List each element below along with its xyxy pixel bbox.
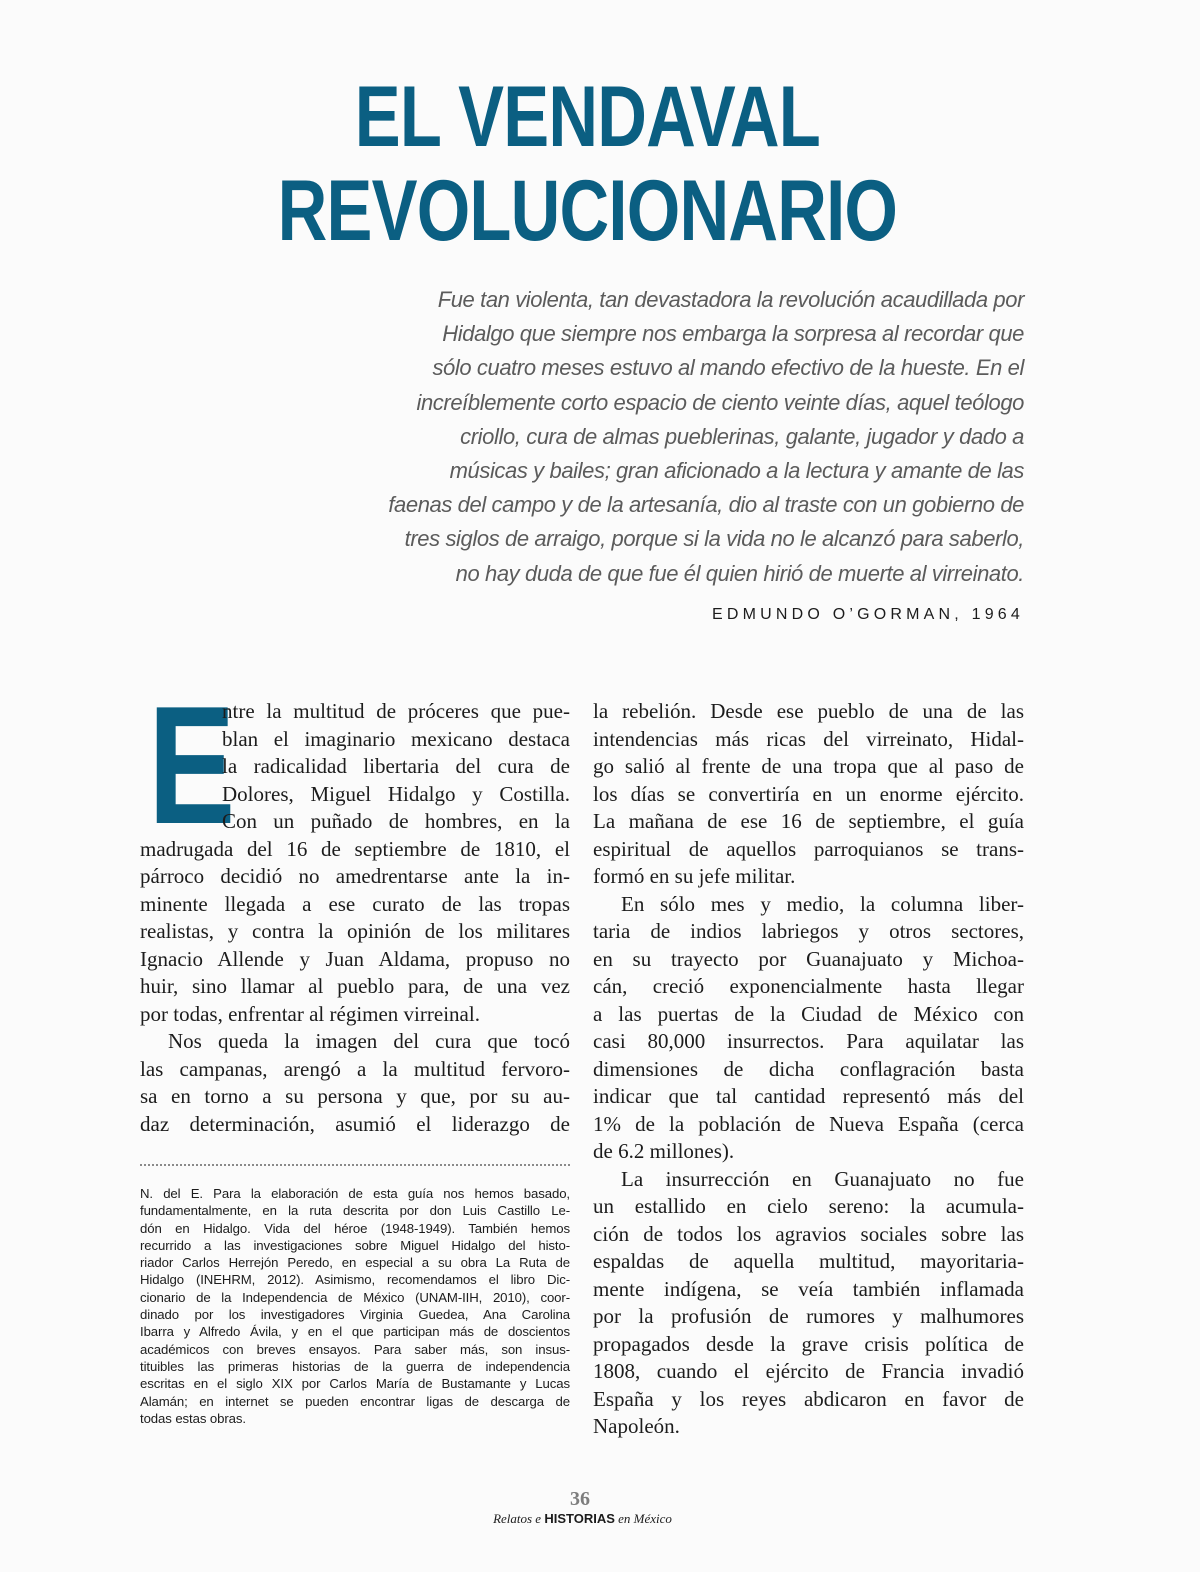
footnote-line: Hidalgo (INEHRM, 2012). Asimismo, recomendamos el libro Dic-	[140, 1272, 570, 1288]
footnote-line: todas estas obras.	[140, 1410, 246, 1426]
body-line: formó en su jefe militar.	[593, 864, 796, 888]
body-line: realistas, y contra la opinión de los militares	[140, 919, 570, 943]
body-line: casi 80,000 insurrectos. Para aquilatar las	[593, 1029, 1024, 1053]
body-line: espiritual de aquellos parroquianos se trans-	[593, 836, 1024, 861]
body-line: La insurrección en Guanajuato no fue	[621, 1166, 1024, 1191]
body-line: huir, sino llamar al pueblo para, de una vez	[140, 974, 570, 998]
epigraph-line: sólo cuatro meses estuvo al mando efectivo de la hueste. En el	[432, 355, 1024, 381]
magazine-prefix: Relatos e	[493, 1511, 542, 1526]
footnote-line: tituibles las primeras historias de la guerra de independencia	[140, 1358, 570, 1374]
body-line: taria de indios labriegos y otros sectores,	[593, 919, 1024, 943]
body-line: en su trayecto por Guanajuato y Michoa-	[593, 946, 1024, 971]
body-line: España y los reyes abdicaron en favor de	[593, 1386, 1024, 1411]
body-line: 1% de la población de Nueva España (cerca	[593, 1111, 1024, 1136]
title-line-1: EL VENDAVAL	[354, 69, 820, 165]
footnote-line: riador Carlos Herrejón Peredo, en especial a su obra La Ruta de	[140, 1255, 570, 1271]
body-line: indicar que tal cantidad representó más del	[593, 1084, 1024, 1108]
magazine-suffix: en México	[618, 1511, 672, 1526]
magazine-name	[0, 1511, 1165, 1527]
body-line: daz determinación, asumió el liderazgo de	[140, 1111, 570, 1136]
body-line: las campanas, arengó a la multitud fervoro-	[140, 1056, 570, 1081]
footnote-line: cionario de la Independencia de México (UNAM-IIH, 2010), coor-	[140, 1289, 570, 1305]
body-line: sa en torno a su persona y que, por su au-	[140, 1084, 570, 1108]
body-line: mente indígena, se veía también inflamada	[593, 1276, 1024, 1301]
body-line: párroco decidió no amedrentarse ante la in-	[140, 864, 570, 888]
body-line: minente llegada a ese curato de las tropas	[140, 891, 570, 916]
epigraph-line: Hidalgo que siempre nos embarga la sorpresa al recordar que	[442, 321, 1024, 347]
article-title	[117, 70, 1057, 258]
body-line: por todas, enfrentar al régimen virreinal.	[140, 1001, 480, 1026]
drop-cap: E	[148, 671, 236, 859]
body-line: Ignacio Allende y Juan Aldama, propuso no	[140, 946, 570, 971]
footnote-line: N. del E. Para la elaboración de esta guía nos hemos basado,	[140, 1186, 570, 1201]
body-line: La mañana de ese 16 de septiembre, el guía	[593, 809, 1024, 833]
footnote-line: Alamán; en internet se pueden encontrar ligas de descarga de	[140, 1393, 570, 1409]
epigraph-line: tres siglos de arraigo, porque si la vida no le alcanzó para saberlo,	[404, 526, 1024, 552]
body-line: ntre la multitud de próceres que pue-	[222, 699, 570, 723]
body-line: cán, creció exponencialmente hasta llegar	[593, 974, 1024, 998]
body-line: la rebelión. Desde ese pueblo de una de las	[593, 699, 1024, 723]
epigraph-line: músicas y bailes; gran aficionado a la lectura y amante de las	[449, 458, 1024, 484]
epigraph-line: increíblemente corto espacio de ciento veinte días, aquel teólogo	[416, 389, 1024, 415]
footnote-line: escritas en el siglo XIX por Carlos María de Bustamante y Lucas	[140, 1376, 570, 1392]
magazine-main: HISTORIAS	[544, 1511, 615, 1526]
title-line-2: REVOLUCIONARIO	[277, 163, 898, 259]
footnote-line: Ibarra y Alfredo Ávila, y en el que participan más de doscientos	[140, 1324, 570, 1340]
body-line: go salió al frente de una tropa que al paso de	[593, 754, 1024, 778]
body-line: blan el imaginario mexicano destaca	[222, 726, 570, 751]
body-line: Con un puñado de hombres, en la	[222, 809, 570, 833]
body-line: por la profusión de rumores y malhumores	[593, 1304, 1024, 1328]
body-line: los días se convertiría en un enorme ejército.	[593, 781, 1024, 806]
footnote-line: dinado por los investigadores Virginia Guedea, Ana Carolina	[140, 1307, 570, 1323]
body-line: En sólo mes y medio, la columna liber-	[621, 891, 1024, 916]
footnote-line: dón en Hidalgo. Vida del héroe (1948-1949). También hemos	[140, 1220, 570, 1236]
editor-footnote	[140, 1185, 570, 1427]
body-line: ción de todos los agravios sociales sobre las	[593, 1221, 1024, 1246]
body-line: madrugada del 16 de septiembre de 1810, el	[140, 836, 570, 861]
body-line: a las puertas de la Ciudad de México con	[593, 1001, 1024, 1026]
footnote-line: recurrido a las investigaciones sobre Miguel Hidalgo del histo-	[140, 1237, 570, 1253]
body-line: Dolores, Miguel Hidalgo y Costilla.	[222, 781, 570, 806]
body-line: Napoleón.	[593, 1414, 680, 1438]
epigraph-line: criollo, cura de almas pueblerinas, galante, jugador y dado a	[460, 423, 1024, 449]
body-line: 1808, cuando el ejército de Francia invadió	[593, 1359, 1024, 1383]
epigraph-author: EDMUNDO O’GORMAN, 1964	[712, 606, 1024, 623]
body-line: propagados desde la grave crisis política de	[593, 1331, 1024, 1356]
body-line: Nos queda la imagen del cura que tocó	[168, 1029, 570, 1053]
body-line: un estallido en cielo sereno: la acumula-	[593, 1194, 1024, 1218]
body-column-right	[593, 698, 1024, 1441]
page-number: 36	[570, 1488, 590, 1510]
footnote-line: académicos con breves ensayos. Para saber más, son insus-	[140, 1341, 570, 1357]
body-line: de 6.2 millones).	[593, 1139, 735, 1163]
footnote-divider	[140, 1164, 570, 1166]
epigraph	[330, 283, 1024, 591]
epigraph-line: faenas del campo y de la artesanía, dio al traste con un gobierno de	[388, 492, 1024, 518]
body-line: dimensiones de dicha conflagración basta	[593, 1056, 1024, 1081]
epigraph-line: no hay duda de que fue él quien hirió de muerte al virreinato.	[455, 560, 1024, 586]
body-line: la radicalidad libertaria del cura de	[222, 754, 570, 778]
body-line: espaldas de aquella multitud, mayoritaria-	[593, 1249, 1024, 1273]
epigraph-line: Fue tan violenta, tan devastadora la revolución acaudillada por	[437, 287, 1024, 312]
body-line: intendencias más ricas del virreinato, Hidal-	[593, 726, 1024, 751]
body-column-left	[140, 671, 570, 1138]
footnote-line: fundamentalmente, en la ruta descrita por don Luis Castillo Le-	[140, 1203, 570, 1219]
